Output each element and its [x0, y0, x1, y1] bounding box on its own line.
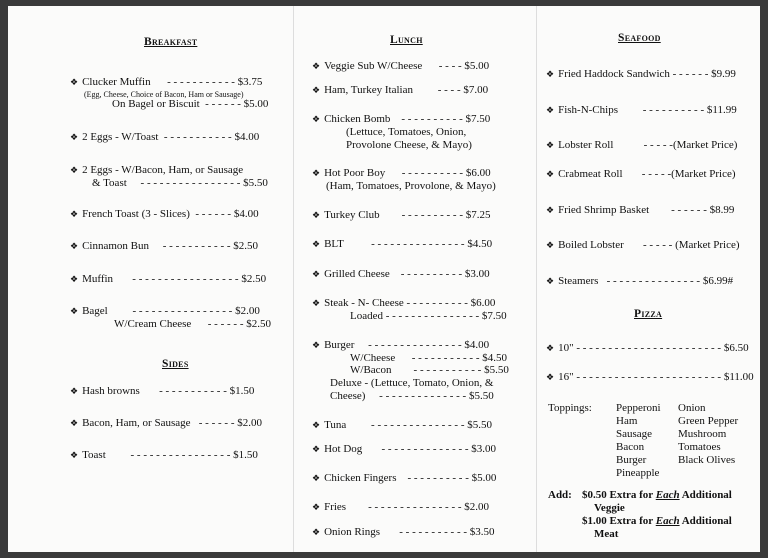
- diamond-bullet-icon: ❖: [312, 61, 321, 71]
- menu-item: ❖ Steak - N- Cheese - - - - - - - - - - $6.00: [312, 297, 496, 309]
- menu-item: ❖ Turkey Club - - - - - - - - - - $7.25: [312, 209, 491, 221]
- menu-item: ❖ Onion Rings - - - - - - - - - - - $3.50: [312, 526, 495, 538]
- add-veggie-line: $0.50 Extra for Each Additional: [582, 489, 732, 501]
- diamond-bullet-icon: ❖: [546, 69, 555, 79]
- diamond-bullet-icon: ❖: [312, 298, 321, 308]
- diamond-bullet-icon: ❖: [312, 444, 321, 454]
- sides-heading: Sides: [162, 358, 189, 370]
- pizza-heading: Pizza: [634, 308, 663, 320]
- topping-item: Ham: [616, 415, 638, 427]
- menu-item: ❖ Grilled Cheese - - - - - - - - - - $3.00: [312, 268, 490, 280]
- diamond-bullet-icon: ❖: [312, 114, 321, 124]
- add-label: Add:: [548, 489, 572, 501]
- add-meat-line: $1.00 Extra for Each Additional: [582, 515, 732, 527]
- menu-item: ❖ Ham, Turkey Italian - - - - $7.00: [312, 84, 489, 96]
- menu-item: ❖ Fries - - - - - - - - - - - - - - - $2.00: [312, 501, 490, 513]
- toppings-list-meats: [616, 402, 661, 480]
- topping-item: Onion: [678, 402, 706, 414]
- menu-item: ❖ 16" - - - - - - - - - - - - - - - - - - - - - - - $11.00: [546, 371, 754, 383]
- item-option: W/Bacon - - - - - - - - - - - $5.50: [350, 364, 509, 376]
- diamond-bullet-icon: ❖: [70, 77, 79, 87]
- diamond-bullet-icon: ❖: [70, 132, 79, 142]
- item-option: & Toast - - - - - - - - - - - - - - - - $5.50: [92, 177, 268, 189]
- menu-item: ❖ 2 Eggs - W/Bacon, Ham, or Sausage: [70, 164, 244, 176]
- topping-item: Green Pepper: [678, 415, 739, 427]
- menu-item: ❖ Hash browns - - - - - - - - - - - $1.50: [70, 385, 255, 397]
- menu-item: ❖ 2 Eggs - W/Toast - - - - - - - - - - - $4.00: [70, 131, 260, 143]
- item-option: Cheese) - - - - - - - - - - - - - - $5.50: [330, 390, 494, 402]
- diamond-bullet-icon: ❖: [312, 210, 321, 220]
- diamond-bullet-icon: ❖: [70, 386, 79, 396]
- menu-item: ❖ Burger - - - - - - - - - - - - - - - $4.00: [312, 339, 490, 351]
- diamond-bullet-icon: ❖: [546, 343, 555, 353]
- diamond-bullet-icon: ❖: [546, 240, 555, 250]
- menu-item: ❖ BLT - - - - - - - - - - - - - - - $4.50: [312, 238, 493, 250]
- menu-item: ❖ Bagel - - - - - - - - - - - - - - - - $2.00: [70, 305, 260, 317]
- menu-item: ❖ Muffin - - - - - - - - - - - - - - - - - $2.50: [70, 273, 267, 285]
- topping-item: Mushroom: [678, 428, 727, 440]
- diamond-bullet-icon: ❖: [546, 140, 555, 150]
- topping-item: Burger: [616, 454, 647, 466]
- topping-item: Bacon: [616, 441, 645, 453]
- diamond-bullet-icon: ❖: [70, 306, 79, 316]
- item-note: Provolone Cheese, & Mayo): [346, 139, 472, 151]
- menu-item: ❖ Steamers - - - - - - - - - - - - - - - $6.99#: [546, 275, 734, 287]
- item-option: Deluxe - (Lettuce, Tomato, Onion, &: [330, 377, 494, 389]
- menu-item: ❖ Fried Shrimp Basket - - - - - - $8.99: [546, 204, 735, 216]
- diamond-bullet-icon: ❖: [70, 241, 79, 251]
- diamond-bullet-icon: ❖: [312, 85, 321, 95]
- diamond-bullet-icon: ❖: [546, 169, 555, 179]
- topping-item: Sausage: [616, 428, 653, 440]
- diamond-bullet-icon: ❖: [312, 502, 321, 512]
- diamond-bullet-icon: ❖: [312, 527, 321, 537]
- diamond-bullet-icon: ❖: [312, 168, 321, 178]
- item-note: (Ham, Tomatoes, Provolone, & Mayo): [326, 180, 496, 192]
- menu-item: ❖ Chicken Bomb - - - - - - - - - - $7.50: [312, 113, 491, 125]
- menu-item: ❖ Lobster Roll - - - - -(Market Price): [546, 139, 738, 151]
- menu-item: ❖ French Toast (3 - Slices) - - - - - - $4.00: [70, 208, 259, 220]
- lunch-heading: Lunch: [390, 34, 423, 46]
- diamond-bullet-icon: ❖: [312, 239, 321, 249]
- diamond-bullet-icon: ❖: [70, 209, 79, 219]
- topping-item: Pepperoni: [616, 402, 661, 414]
- diamond-bullet-icon: ❖: [546, 205, 555, 215]
- fold-line-left: [293, 6, 294, 552]
- breakfast-heading: Breakfast: [144, 36, 198, 48]
- diamond-bullet-icon: ❖: [70, 450, 79, 460]
- seafood-column: [538, 6, 760, 552]
- menu-item: ❖ Bacon, Ham, or Sausage - - - - - - $2.00: [70, 417, 262, 429]
- menu-item: ❖ Cinnamon Bun - - - - - - - - - - - $2.50: [70, 240, 259, 252]
- menu-item: ❖ Tuna - - - - - - - - - - - - - - - $5.50: [312, 419, 492, 431]
- menu-item: ❖ Chicken Fingers - - - - - - - - - - $5.00: [312, 472, 497, 484]
- item-option: W/Cream Cheese - - - - - - $2.50: [114, 318, 272, 330]
- toppings-list-veggies: [678, 402, 738, 467]
- menu-item: ❖ Fried Haddock Sandwich - - - - - - $9.99: [546, 68, 736, 80]
- diamond-bullet-icon: ❖: [546, 276, 555, 286]
- item-note: (Lettuce, Tomatoes, Onion,: [346, 126, 467, 138]
- diamond-bullet-icon: ❖: [70, 274, 79, 284]
- diamond-bullet-icon: ❖: [70, 418, 79, 428]
- diamond-bullet-icon: ❖: [312, 420, 321, 430]
- item-option: Loaded - - - - - - - - - - - - - - - $7.50: [350, 310, 507, 322]
- diamond-bullet-icon: ❖: [312, 340, 321, 350]
- menu-page: [8, 6, 760, 552]
- lunch-column: [298, 6, 538, 552]
- menu-item: ❖ Veggie Sub W/Cheese - - - - $5.00: [312, 60, 490, 72]
- topping-item: Pineapple: [616, 467, 660, 479]
- item-option: W/Cheese - - - - - - - - - - - $4.50: [350, 352, 507, 364]
- seafood-heading: Seafood: [618, 32, 661, 44]
- add-meat-cont: Meat: [594, 528, 619, 540]
- toppings-label: Toppings:: [548, 402, 592, 414]
- diamond-bullet-icon: ❖: [312, 473, 321, 483]
- item-note: (Egg, Cheese, Choice of Bacon, Ham or Sausage): [84, 90, 244, 99]
- menu-item: ❖ Hot Poor Boy - - - - - - - - - - $6.00: [312, 167, 491, 179]
- diamond-bullet-icon: ❖: [70, 165, 79, 175]
- item-option: On Bagel or Biscuit - - - - - - $5.00: [112, 98, 269, 110]
- menu-item: ❖ Crabmeat Roll - - - - -(Market Price): [546, 168, 736, 180]
- diamond-bullet-icon: ❖: [546, 372, 555, 382]
- diamond-bullet-icon: ❖: [546, 105, 555, 115]
- add-veggie-cont: Veggie: [594, 502, 625, 514]
- menu-item: ❖ 10" - - - - - - - - - - - - - - - - - - - - - - - $6.50: [546, 342, 749, 354]
- menu-item: ❖ Clucker Muffin - - - - - - - - - - - $3.75: [70, 76, 263, 88]
- breakfast-column: [8, 6, 288, 552]
- diamond-bullet-icon: ❖: [312, 269, 321, 279]
- menu-item: ❖ Boiled Lobster - - - - - (Market Price): [546, 239, 740, 251]
- menu-item: ❖ Hot Dog - - - - - - - - - - - - - - $3.00: [312, 443, 497, 455]
- topping-item: Tomatoes: [678, 441, 721, 453]
- menu-item: ❖ Toast - - - - - - - - - - - - - - - - $1.50: [70, 449, 258, 461]
- menu-item: ❖ Fish-N-Chips - - - - - - - - - - $11.99: [546, 104, 737, 116]
- topping-item: Black Olives: [678, 454, 736, 466]
